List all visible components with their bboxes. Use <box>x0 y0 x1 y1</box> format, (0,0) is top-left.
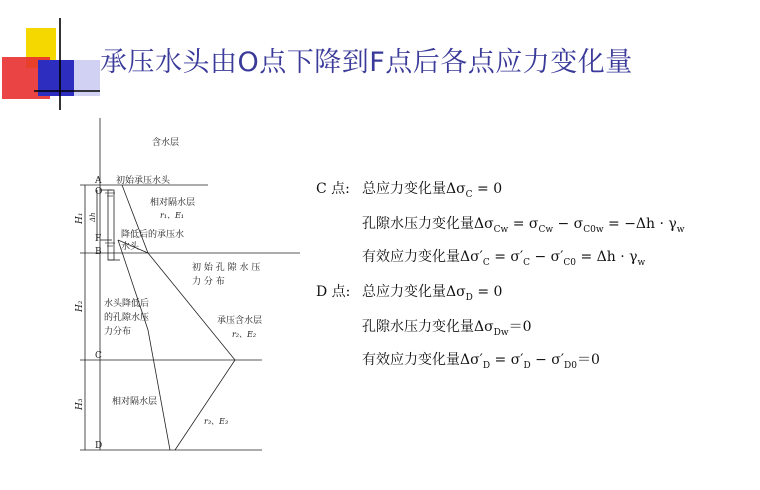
label-aquitard-3-params: r₃、E₃ <box>204 417 229 426</box>
eq-c-pore <box>362 213 685 235</box>
eq-c-eff-math: $\Delta\sigma'_C = \sigma'_C - \sigma'_{C0} = \Delta h \cdot \gamma_w$ <box>460 249 646 268</box>
eq-c-eff <box>362 246 645 268</box>
eq-c-total <box>316 178 502 200</box>
eq-d-eff <box>362 349 600 371</box>
eq-d-label: D 点: <box>316 284 351 300</box>
eq-d-total-text: 总应力变化量 <box>362 284 446 300</box>
stress-diagram <box>0 110 300 460</box>
lowered-pore-line <box>118 240 170 450</box>
label-initial-head: 初始承压水头 <box>116 176 171 186</box>
water-tube <box>108 190 114 260</box>
eq-c-pore-math: $\Delta\sigma_{Cw} = \sigma_{Cw} - \sigma_{C0w} = -\Delta h \cdot \gamma_w$ <box>474 216 685 235</box>
label-lowered-head-2: 水头 <box>121 242 140 252</box>
dim-label-H3: H₃ <box>75 398 85 410</box>
label-lowered-pore-1: 水头降低后 <box>104 299 150 309</box>
label-lowered-pore-3: 力分布 <box>104 327 132 337</box>
label-aquitard-1: 相对隔水层 <box>150 198 196 208</box>
label-initial-pore-2: 力 分 布 <box>192 277 225 287</box>
eq-c-total-math: $\Delta\sigma_C = 0$ <box>446 181 503 200</box>
label-aquitard-1-params: r₁、E₁ <box>160 211 185 220</box>
corner-decoration <box>0 0 100 115</box>
point-D: D <box>95 441 103 451</box>
eq-c-eff-text: 有效应力变化量 <box>362 249 460 265</box>
label-aquifer-top: 含水层 <box>152 138 180 148</box>
label-lowered-pore-2: 的孔隙水压 <box>104 313 150 323</box>
eq-d-pore-math: $\Delta\sigma_{Dw}=0$ <box>474 319 532 338</box>
label-confined-aquifer: 承压含水层 <box>217 316 263 326</box>
dim-label-H1: H₁ <box>75 212 85 224</box>
eq-d-eff-math: $\Delta\sigma'_D = \sigma'_D - \sigma'_{D0}=0$ <box>460 352 600 371</box>
eq-d-pore <box>362 316 532 338</box>
eq-d-total <box>316 281 502 303</box>
eq-c-label: C 点: <box>316 181 350 197</box>
eq-d-eff-text: 有效应力变化量 <box>362 352 460 368</box>
label-initial-pore-1: 初 始 孔 隙 水 压 <box>192 263 261 273</box>
label-aquitard-3: 相对隔水层 <box>112 397 158 407</box>
slide-title: 承压水头由O点下降到F点后各点应力变化量 <box>100 47 633 78</box>
point-B: B <box>95 247 102 257</box>
dim-label-dh: Δh <box>89 212 97 222</box>
eq-c-pore-text: 孔隙水压力变化量 <box>362 216 474 232</box>
eq-c-total-text: 总应力变化量 <box>362 181 446 197</box>
point-F: F <box>95 234 102 244</box>
label-confined-params: r₂、E₂ <box>232 330 257 339</box>
point-C: C <box>95 351 102 361</box>
eq-d-total-math: $\Delta\sigma_D = 0$ <box>446 284 503 303</box>
point-O: O <box>95 187 103 197</box>
dim-label-H2: H₂ <box>75 300 85 312</box>
label-lowered-head-1: 降低后的承压水 <box>121 230 185 240</box>
eq-d-pore-text: 孔隙水压力变化量 <box>362 319 474 335</box>
point-A: A <box>95 176 102 186</box>
